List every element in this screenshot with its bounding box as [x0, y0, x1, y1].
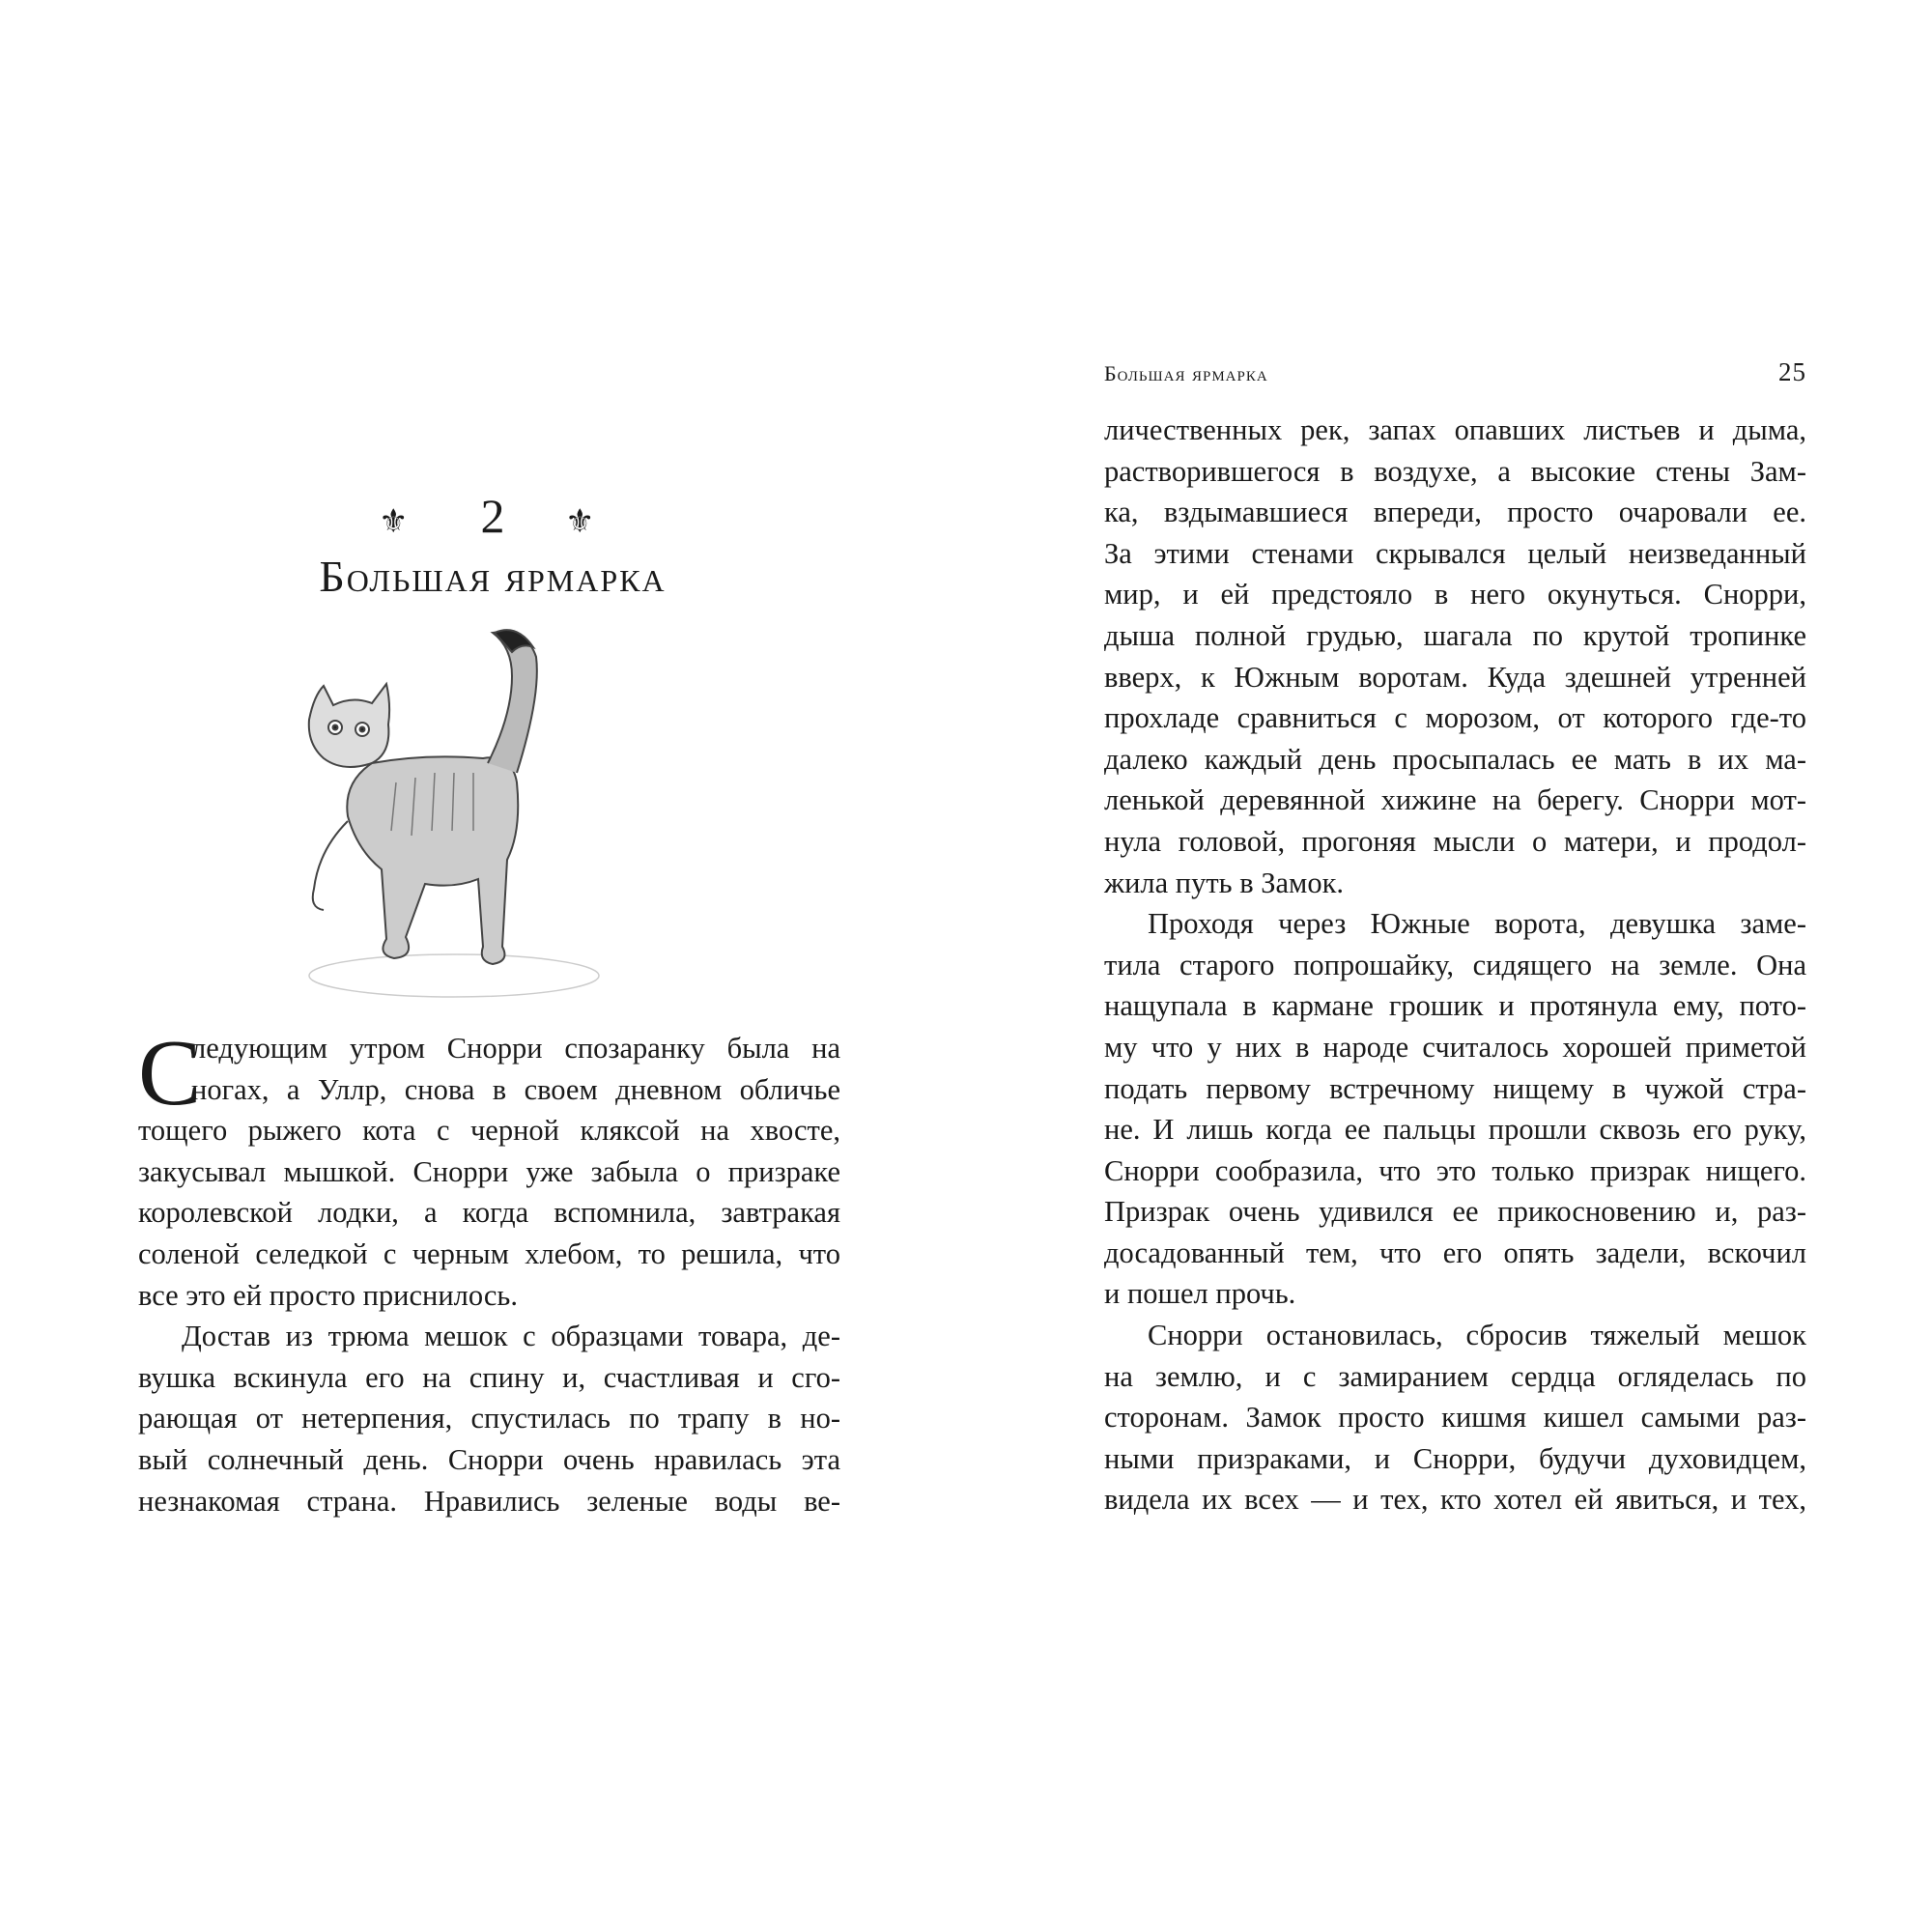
right-page-body: [1104, 410, 1806, 1520]
text-line: прохладе сравниться с морозом, от которого где-то: [1104, 701, 1806, 735]
text-line: королевской лодки, а когда вспомнила, завтракая: [138, 1196, 840, 1230]
text-line: ногах, а Уллр, снова в своем дневном обличье: [191, 1072, 840, 1106]
text-line: дыша полной грудью, шагала по крутой тропинке: [1104, 618, 1806, 652]
text-line: все это ей просто приснилось.: [138, 1278, 518, 1312]
text-line: на землю, и с замиранием сердца огляделась по: [1104, 1359, 1806, 1393]
text-line: Проходя через Южные ворота, девушка заме-: [1148, 907, 1806, 941]
text-line: нащупала в кармане грошик и протянула ему, пото-: [1104, 989, 1806, 1023]
text-line: ледующим утром Снорри спозаранку была на: [191, 1032, 840, 1065]
fleuron-right-icon: ⚜: [565, 504, 595, 540]
text-line: и пошел прочь.: [1104, 1277, 1296, 1311]
text-line: нула головой, прогоняя мысли о матери, и продол-: [1104, 824, 1806, 858]
text-line: незнакомая страна. Нравились зеленые воды ве-: [138, 1484, 840, 1518]
text-line: рающая от нетерпения, спустилась по трапу в но-: [138, 1402, 840, 1435]
text-line: сторонам. Замок просто кишмя кишел самыми раз-: [1104, 1401, 1806, 1435]
running-title: Большая ярмарка: [1104, 361, 1268, 385]
text-line: не. И лишь когда ее пальцы прошли сквозь его руку,: [1104, 1113, 1806, 1147]
text-line: Достав из трюма мешок с образцами товара, де-: [182, 1320, 840, 1353]
text-line: досадованный тем, что его опять задели, вскочил: [1104, 1236, 1806, 1269]
text-line: Снорри остановилась, сбросив тяжелый мешок: [1148, 1319, 1806, 1352]
text-line: личественных рек, запах опавших листьев и дыма,: [1104, 413, 1806, 446]
page-number: 25: [1778, 357, 1806, 386]
chapter-title: Большая ярмарка: [319, 552, 667, 601]
text-line: За этими стенами скрывался целый неизведанный: [1104, 536, 1806, 570]
text-line: ными призраками, и Снорри, будучи духовидцем,: [1104, 1441, 1806, 1475]
text-line: далеко каждый день просыпалась ее мать в их ма-: [1104, 742, 1806, 776]
fleuron-left-icon: ⚜: [379, 504, 409, 540]
text-line: мир, и ей предстояло в него окунуться. Снорри,: [1104, 578, 1806, 611]
text-line: тила старого попрошайку, сидящего на земле. Она: [1104, 948, 1806, 981]
text-line: ка, вздымавшиеся впереди, просто очаровали ее.: [1104, 496, 1806, 529]
text-line: закусывал мышкой. Снорри уже забыла о призраке: [138, 1154, 840, 1188]
text-line: Снорри сообразила, что это только призрак нищего.: [1104, 1153, 1806, 1187]
drop-cap: С: [138, 1021, 202, 1125]
text-line: вый солнечный день. Снорри очень нравилась эта: [138, 1442, 840, 1476]
text-line: подать первому встречному нищему в чужой стра-: [1104, 1071, 1806, 1105]
text-line: жила путь в Замок.: [1104, 866, 1345, 899]
left-page-body: [138, 1021, 840, 1521]
text-line: вверх, к Южным воротам. Куда здешней утренней: [1104, 660, 1806, 694]
text-line: соленой селедкой с черным хлебом, то решила, что: [138, 1236, 840, 1270]
text-line: вушка вскинула его на спину и, счастливая и сго-: [138, 1360, 840, 1394]
text-line: растворившегося в воздухе, а высокие стены Зам-: [1104, 454, 1806, 488]
text-line: ленькой деревянной хижине на берегу. Снорри мот-: [1104, 783, 1806, 817]
text-line: тощего рыжего кота с черной кляксой на хвосте,: [138, 1114, 840, 1148]
text-line: Призрак очень удивился ее прикосновению и, раз-: [1104, 1195, 1806, 1229]
chapter-number: 2: [480, 489, 505, 543]
text-line: му что у них в народе считалось хорошей приметой: [1104, 1030, 1806, 1064]
text-line: видела их всех — и тех, кто хотел ей явиться, и тех,: [1104, 1483, 1806, 1517]
cat-illustration: [280, 628, 628, 1014]
running-header: [1104, 357, 1806, 396]
